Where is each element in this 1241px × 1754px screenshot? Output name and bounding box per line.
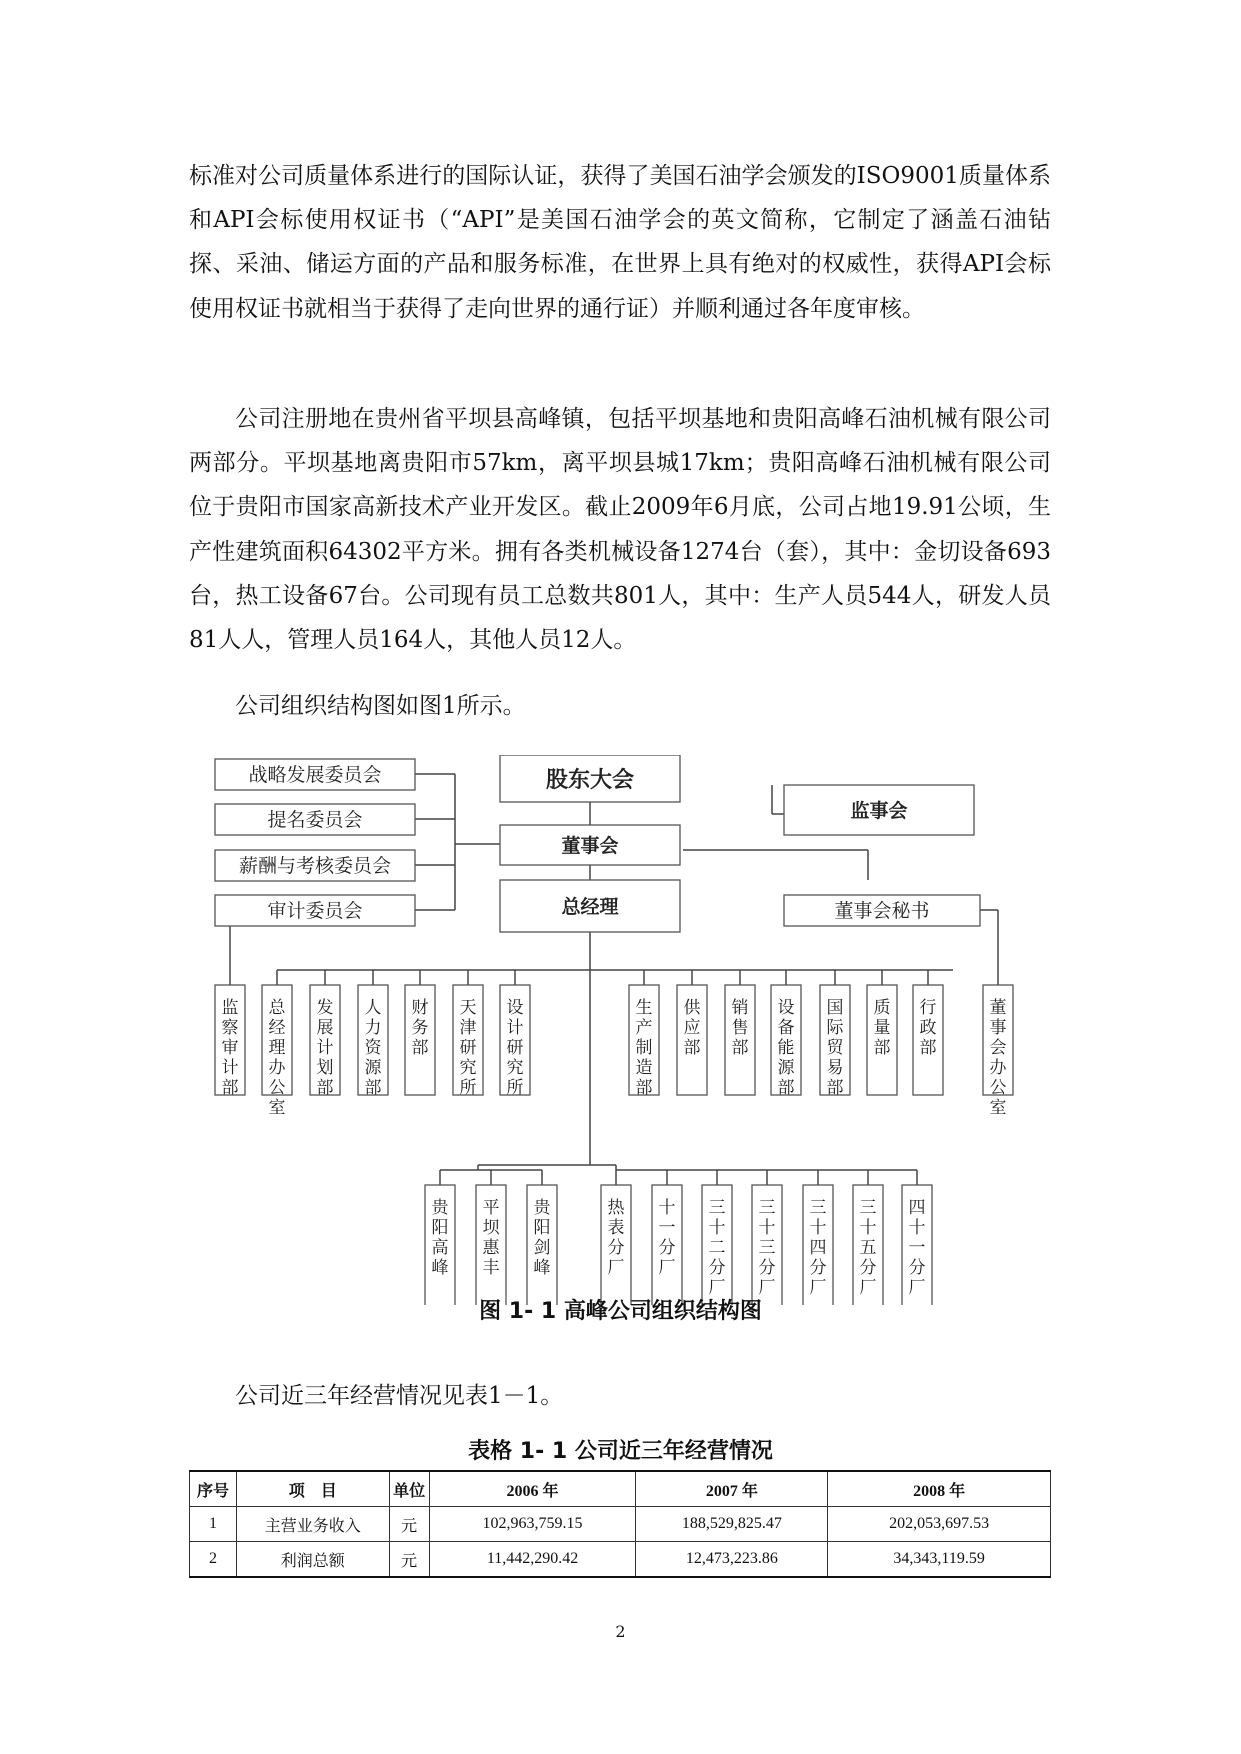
paragraph-company-location: 公司注册地在贵州省平坝县高峰镇，包括平坝基地和贵阳高峰石油机械有限公司两部分。平坝基地离贵阳市57km，离平坝县城17km；贵阳高峰石油机械有限公司位于贵阳市国家高新技术产业开发区。截止2009年6月底，公司占地19.91公顷，生产性建筑面积64302平方米。拥有各类机械设备1274台（套），其中：金切设备693台，热工设备67台。公司现有员工总数共801人，其中：生产人员544人，研发人员81人人，管理人员164人，其他人员12人。 <box>189 406 1051 654</box>
department-label: 天津研究所 <box>459 998 477 1098</box>
factory-label: 三十五分厂 <box>859 1198 877 1298</box>
department-label: 发展计划部 <box>316 998 334 1098</box>
board-label: 董事会 <box>561 835 619 857</box>
table-header: 2008 年 <box>828 1471 1051 1507</box>
subsidiary-label: 贵阳剑峰 <box>533 1198 551 1278</box>
department-label: 设计研究所 <box>506 998 524 1098</box>
page-number: 2 <box>615 1622 626 1641</box>
department-label: 董事会办公室 <box>989 998 1007 1118</box>
factory-label: 十一分厂 <box>658 1198 676 1278</box>
table-header: 2007 年 <box>636 1471 828 1507</box>
paragraph-org-chart-intro: 公司组织结构图如图1所示。 <box>235 693 526 719</box>
table-header: 2006 年 <box>429 1471 636 1507</box>
department-label: 销售部 <box>731 998 749 1058</box>
supervisors-label: 监事会 <box>850 800 908 822</box>
factory-label: 三十二分厂 <box>708 1198 726 1298</box>
subsidiary-label: 平坝惠丰 <box>482 1198 500 1278</box>
table-row <box>190 1542 1051 1578</box>
committee-label: 提名委员会 <box>267 809 363 831</box>
table-cell: 元 <box>389 1542 429 1578</box>
org-chart <box>210 755 1050 1309</box>
committee-label: 审计委员会 <box>267 900 363 922</box>
table-header: 项 目 <box>236 1471 389 1507</box>
committee-label: 战略发展委员会 <box>248 764 382 786</box>
table-cell: 102,963,759.15 <box>429 1507 636 1542</box>
paragraph-iso-certification: 标准对公司质量体系进行的国际认证，获得了美国石油学会颁发的ISO9001质量体系和API会标使用权证书（“API”是美国石油学会的英文简称，它制定了涵盖石油钻探、采油、储运方面的产品和服务标准，在世界上具有绝对的权威性，获得API会标使用权证书就相当于获得了走向世界的通行证）并顺利通过各年度审核。 <box>189 163 1051 322</box>
shareholders-label: 股东大会 <box>545 768 635 793</box>
factory-label: 三十三分厂 <box>758 1198 776 1298</box>
table-cell: 202,053,697.53 <box>828 1507 1051 1542</box>
department-label: 行政部 <box>919 998 937 1058</box>
table-cell: 利润总额 <box>236 1542 389 1578</box>
table-cell: 2 <box>190 1542 237 1578</box>
table-cell: 元 <box>389 1507 429 1542</box>
department-label: 总经理办公室 <box>268 998 286 1118</box>
paragraph-table-intro: 公司近三年经营情况见表1－1。 <box>235 1383 564 1409</box>
department-label: 设备能源部 <box>777 998 795 1098</box>
board-secretary-label: 董事会秘书 <box>834 900 930 922</box>
table-header-row <box>190 1471 1051 1507</box>
department-label: 质量部 <box>873 998 891 1058</box>
department-label: 人力资源部 <box>364 998 382 1098</box>
operations-table <box>189 1470 1051 1578</box>
table-cell: 主营业务收入 <box>236 1507 389 1542</box>
factory-label: 四十一分厂 <box>908 1198 926 1298</box>
table-cell: 11,442,290.42 <box>429 1542 636 1578</box>
department-label: 生产制造部 <box>635 998 653 1098</box>
department-label: 国际贸易部 <box>826 998 844 1098</box>
table-row <box>190 1507 1051 1542</box>
table-caption: 表格 1- 1 公司近三年经营情况 <box>468 1439 773 1464</box>
department-label: 财务部 <box>411 998 429 1058</box>
table-cell: 188,529,825.47 <box>636 1507 828 1542</box>
subsidiary-label: 贵阳高峰 <box>431 1198 449 1278</box>
table-header: 单位 <box>389 1471 429 1507</box>
factory-label: 热表分厂 <box>607 1198 625 1278</box>
factory-label: 三十四分厂 <box>809 1198 827 1298</box>
general-manager-label: 总经理 <box>561 896 619 918</box>
figure-caption: 图 1- 1 高峰公司组织结构图 <box>479 1299 762 1324</box>
committee-label: 薪酬与考核委员会 <box>238 855 392 877</box>
table-cell: 34,343,119.59 <box>828 1542 1051 1578</box>
table-cell: 12,473,223.86 <box>636 1542 828 1578</box>
table-header: 序号 <box>190 1471 237 1507</box>
department-label: 供应部 <box>683 998 701 1058</box>
department-label: 监察审计部 <box>221 998 239 1098</box>
table-cell: 1 <box>190 1507 237 1542</box>
